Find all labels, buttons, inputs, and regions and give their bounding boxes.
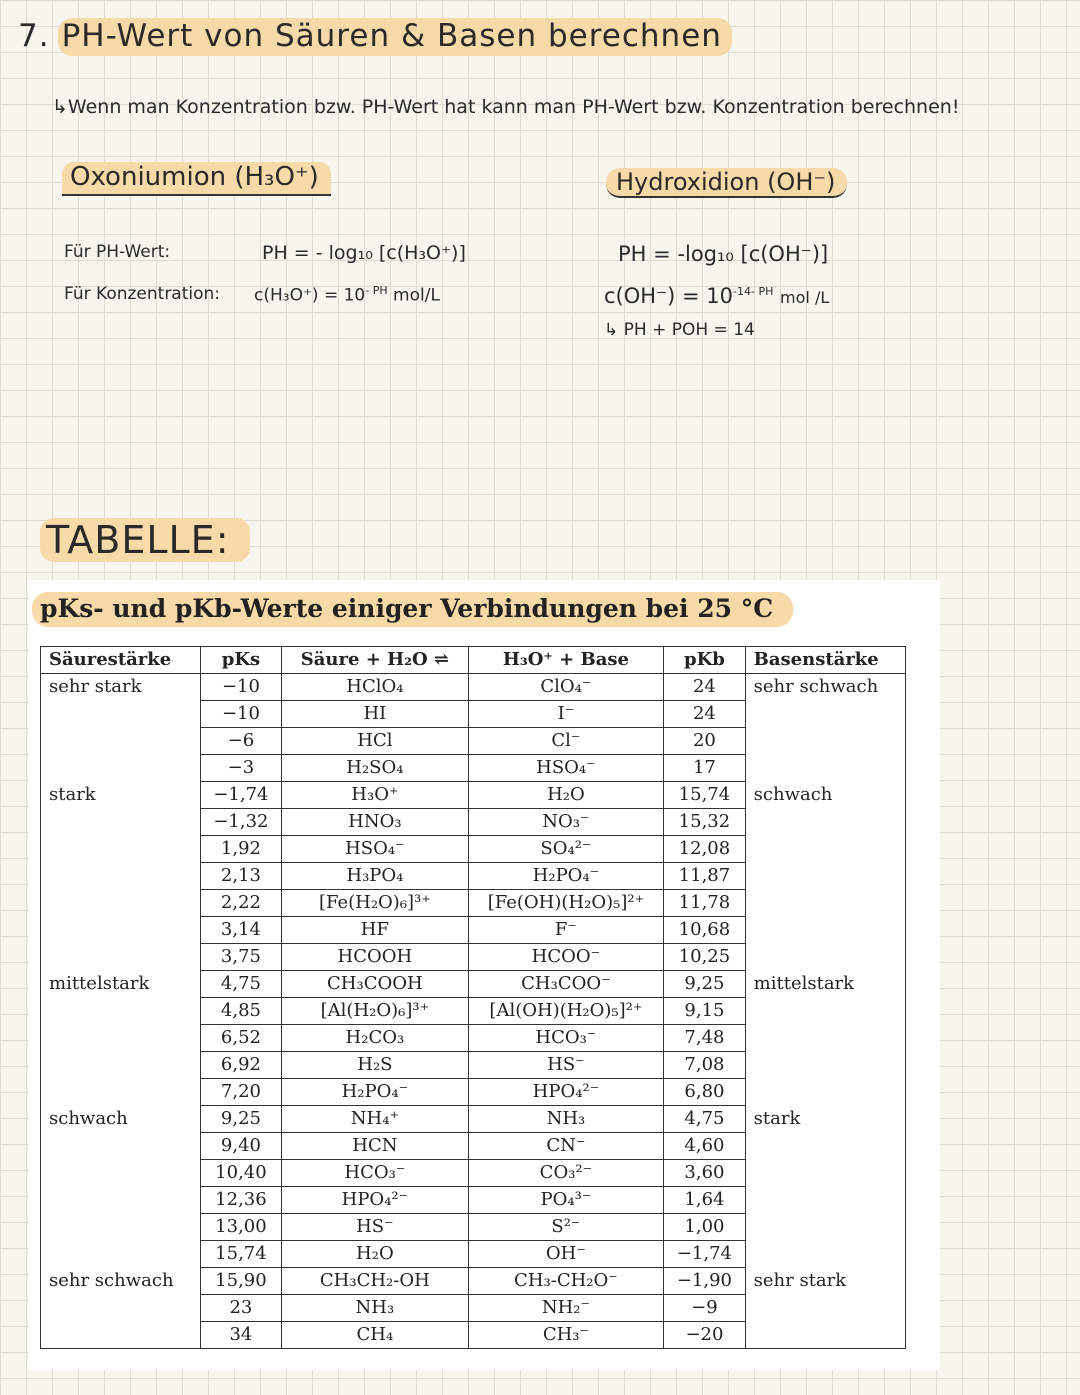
cell-basenstaerke: sehr schwach	[745, 674, 905, 701]
cell-saeurestaerke	[41, 809, 201, 836]
cell-basenstaerke	[745, 998, 905, 1025]
table-row	[41, 998, 906, 1025]
cell-pkb: 15,32	[664, 809, 745, 836]
cell-pks: 3,75	[200, 944, 281, 971]
cell-saeure: H₃PO₄	[282, 863, 468, 890]
table-row	[41, 701, 906, 728]
cell-saeure: HPO₄²⁻	[282, 1187, 468, 1214]
cell-pkb: 15,74	[664, 782, 745, 809]
cell-saeurestaerke	[41, 836, 201, 863]
cell-pkb: 11,78	[664, 890, 745, 917]
table-row	[41, 1079, 906, 1106]
cell-saeure: CH₃COOH	[282, 971, 468, 998]
cell-base: CH₃-CH₂O⁻	[468, 1268, 664, 1295]
cell-base: [Fe(OH)(H₂O)₅]²⁺	[468, 890, 664, 917]
cell-pkb: 12,08	[664, 836, 745, 863]
konz-formula-unit: mol/L	[393, 285, 440, 306]
cell-basenstaerke: schwach	[745, 782, 905, 809]
table-row	[41, 917, 906, 944]
table-row	[41, 1187, 906, 1214]
cell-saeurestaerke: sehr schwach	[41, 1268, 201, 1295]
cell-basenstaerke	[745, 701, 905, 728]
table-row	[41, 1295, 906, 1322]
cell-pkb: 20	[664, 728, 745, 755]
cell-saeurestaerke	[41, 1079, 201, 1106]
cell-basenstaerke	[745, 1079, 905, 1106]
cell-base: HCO₃⁻	[468, 1025, 664, 1052]
cell-saeurestaerke	[41, 1187, 201, 1214]
pks-pkb-table	[40, 646, 906, 1349]
header-saeure: Säure + H₂O ⇌	[282, 647, 468, 674]
cell-saeurestaerke	[41, 1160, 201, 1187]
cell-base: HCOO⁻	[468, 944, 664, 971]
cell-saeure: CH₃CH₂-OH	[282, 1268, 468, 1295]
cell-saeurestaerke	[41, 701, 201, 728]
cell-pkb: 7,48	[664, 1025, 745, 1052]
cell-saeurestaerke: sehr stark	[41, 674, 201, 701]
cell-saeurestaerke	[41, 1295, 201, 1322]
table-row	[41, 1214, 906, 1241]
cell-pks: 15,74	[200, 1241, 281, 1268]
cell-base: NO₃⁻	[468, 809, 664, 836]
cell-saeurestaerke	[41, 1052, 201, 1079]
cell-pkb: 24	[664, 701, 745, 728]
konz-label: Für Konzentration:	[64, 284, 221, 304]
cell-saeure: H₂SO₄	[282, 755, 468, 782]
cell-base: HS⁻	[468, 1052, 664, 1079]
cell-saeurestaerke	[41, 1214, 201, 1241]
cell-base: S²⁻	[468, 1214, 664, 1241]
cell-pkb: −1,74	[664, 1241, 745, 1268]
header-basenstaerke: Basenstärke	[745, 647, 905, 674]
cell-pks: −1,32	[200, 809, 281, 836]
cell-base: Cl⁻	[468, 728, 664, 755]
table-row	[41, 863, 906, 890]
table-row	[41, 1025, 906, 1052]
cell-basenstaerke	[745, 917, 905, 944]
table-body	[41, 674, 906, 1349]
cell-saeure: HClO₄	[282, 674, 468, 701]
cell-pkb: 4,75	[664, 1106, 745, 1133]
cell-pkb: 17	[664, 755, 745, 782]
cell-pks: 4,75	[200, 971, 281, 998]
oh-formula	[604, 284, 829, 308]
cell-base: NH₂⁻	[468, 1295, 664, 1322]
cell-base: [Al(OH)(H₂O)₅]²⁺	[468, 998, 664, 1025]
cell-pks: 12,36	[200, 1187, 281, 1214]
cell-saeurestaerke	[41, 917, 201, 944]
cell-saeure: NH₄⁺	[282, 1106, 468, 1133]
cell-base: H₂PO₄⁻	[468, 863, 664, 890]
cell-base: CH₃⁻	[468, 1322, 664, 1349]
cell-pkb: 10,25	[664, 944, 745, 971]
cell-pks: −6	[200, 728, 281, 755]
cell-basenstaerke: mittelstark	[745, 971, 905, 998]
cell-pks: 7,20	[200, 1079, 281, 1106]
tabelle-heading: TABELLE:	[40, 518, 250, 562]
cell-saeure: H₃O⁺	[282, 782, 468, 809]
cell-pkb: 24	[664, 674, 745, 701]
cell-saeure: CH₄	[282, 1322, 468, 1349]
cell-saeure: HS⁻	[282, 1214, 468, 1241]
cell-base: PO₄³⁻	[468, 1187, 664, 1214]
table-row	[41, 1160, 906, 1187]
cell-saeurestaerke	[41, 728, 201, 755]
table-row	[41, 971, 906, 998]
cell-saeurestaerke: mittelstark	[41, 971, 201, 998]
cell-base: F⁻	[468, 917, 664, 944]
cell-base: CO₃²⁻	[468, 1160, 664, 1187]
cell-pks: 1,92	[200, 836, 281, 863]
cell-saeure: HI	[282, 701, 468, 728]
cell-pkb: −1,90	[664, 1268, 745, 1295]
cell-saeurestaerke	[41, 890, 201, 917]
cell-saeurestaerke	[41, 1322, 201, 1349]
ph-label: Für PH-Wert:	[64, 242, 171, 262]
table-row	[41, 836, 906, 863]
cell-saeure: HF	[282, 917, 468, 944]
cell-saeurestaerke	[41, 755, 201, 782]
cell-pkb: 11,87	[664, 863, 745, 890]
cell-base: HPO₄²⁻	[468, 1079, 664, 1106]
cell-saeure: HCN	[282, 1133, 468, 1160]
table-row	[41, 755, 906, 782]
hydroxid-heading: Hydroxidion (OH⁻)	[606, 168, 847, 198]
cell-pks: −1,74	[200, 782, 281, 809]
table-row	[41, 944, 906, 971]
cell-base: ClO₄⁻	[468, 674, 664, 701]
cell-base: I⁻	[468, 701, 664, 728]
cell-saeure: H₂CO₃	[282, 1025, 468, 1052]
page-title	[18, 18, 732, 54]
cell-pks: 6,52	[200, 1025, 281, 1052]
cell-saeure: HSO₄⁻	[282, 836, 468, 863]
cell-pkb: 1,00	[664, 1214, 745, 1241]
cell-basenstaerke	[745, 1295, 905, 1322]
cell-base: H₂O	[468, 782, 664, 809]
cell-basenstaerke	[745, 944, 905, 971]
cell-basenstaerke	[745, 1160, 905, 1187]
ph-formula: PH = - log₁₀ [c(H₃O⁺)]	[262, 242, 466, 264]
cell-basenstaerke	[745, 1052, 905, 1079]
cell-saeure: HCO₃⁻	[282, 1160, 468, 1187]
cell-saeurestaerke: schwach	[41, 1106, 201, 1133]
cell-base: CH₃COO⁻	[468, 971, 664, 998]
cell-pks: 10,40	[200, 1160, 281, 1187]
cell-pks: 2,22	[200, 890, 281, 917]
cell-basenstaerke	[745, 1214, 905, 1241]
table-row	[41, 728, 906, 755]
konz-formula-base: c(H₃O⁺) = 10	[254, 285, 366, 306]
cell-saeurestaerke: stark	[41, 782, 201, 809]
cell-base: HSO₄⁻	[468, 755, 664, 782]
cell-pks: −3	[200, 755, 281, 782]
cell-pkb: 1,64	[664, 1187, 745, 1214]
cell-saeurestaerke	[41, 1241, 201, 1268]
cell-pks: 6,92	[200, 1052, 281, 1079]
cell-basenstaerke: stark	[745, 1106, 905, 1133]
cell-saeure: HCl	[282, 728, 468, 755]
table-row	[41, 1133, 906, 1160]
oh-formula-exponent: -14- PH	[733, 285, 774, 298]
cell-basenstaerke	[745, 836, 905, 863]
cell-pkb: −9	[664, 1295, 745, 1322]
cell-base: CN⁻	[468, 1133, 664, 1160]
cell-pks: 9,25	[200, 1106, 281, 1133]
header-pkb: pKb	[664, 647, 745, 674]
oh-formula-base: c(OH⁻) = 10	[604, 284, 734, 308]
table-row	[41, 674, 906, 701]
cell-pks: 4,85	[200, 998, 281, 1025]
cell-basenstaerke	[745, 755, 905, 782]
table-row	[41, 809, 906, 836]
cell-pks: −10	[200, 674, 281, 701]
cell-saeure: H₂PO₄⁻	[282, 1079, 468, 1106]
cell-pks: 2,13	[200, 863, 281, 890]
cell-basenstaerke	[745, 863, 905, 890]
oh-formula-unit: mol /L	[780, 288, 830, 307]
cell-saeure: H₂S	[282, 1052, 468, 1079]
title-text: PH-Wert von Säuren & Basen berechnen	[58, 18, 732, 56]
cell-basenstaerke	[745, 1241, 905, 1268]
sum-formula: ↳ PH + POH = 14	[604, 320, 755, 340]
cell-basenstaerke	[745, 1133, 905, 1160]
cell-pkb: 3,60	[664, 1160, 745, 1187]
cell-saeure: HCOOH	[282, 944, 468, 971]
header-pks: pKs	[200, 647, 281, 674]
table-row	[41, 1106, 906, 1133]
cell-saeurestaerke	[41, 863, 201, 890]
poh-formula: PH = -log₁₀ [c(OH⁻)]	[618, 242, 829, 266]
intro-note: ↳Wenn man Konzentration bzw. PH-Wert hat kann man PH-Wert bzw. Konzentration berechnen!	[52, 96, 960, 118]
cell-pks: 13,00	[200, 1214, 281, 1241]
cell-pkb: 4,60	[664, 1133, 745, 1160]
cell-basenstaerke: sehr stark	[745, 1268, 905, 1295]
table-title: pKs- und pKb-Werte einiger Verbindungen bei 25 °C	[32, 592, 793, 627]
cell-base: OH⁻	[468, 1241, 664, 1268]
cell-saeure: HNO₃	[282, 809, 468, 836]
cell-pkb: −20	[664, 1322, 745, 1349]
cell-pks: 23	[200, 1295, 281, 1322]
cell-pks: 9,40	[200, 1133, 281, 1160]
table-row	[41, 890, 906, 917]
cell-basenstaerke	[745, 1025, 905, 1052]
konz-formula	[254, 284, 440, 306]
cell-saeurestaerke	[41, 944, 201, 971]
table-row	[41, 1241, 906, 1268]
cell-basenstaerke	[745, 1322, 905, 1349]
cell-pks: 34	[200, 1322, 281, 1349]
cell-base: SO₄²⁻	[468, 836, 664, 863]
table-row	[41, 782, 906, 809]
cell-basenstaerke	[745, 890, 905, 917]
cell-basenstaerke	[745, 809, 905, 836]
header-base: H₃O⁺ + Base	[468, 647, 664, 674]
konz-formula-exponent: - PH	[365, 284, 388, 297]
cell-base: NH₃	[468, 1106, 664, 1133]
table-header-row	[41, 647, 906, 674]
cell-basenstaerke	[745, 1187, 905, 1214]
cell-saeure: NH₃	[282, 1295, 468, 1322]
header-saeurestaerke: Säurestärke	[41, 647, 201, 674]
cell-saeure: [Fe(H₂O)₆]³⁺	[282, 890, 468, 917]
title-number: 7.	[18, 18, 50, 54]
cell-pkb: 9,25	[664, 971, 745, 998]
cell-saeure: H₂O	[282, 1241, 468, 1268]
oxonium-heading: Oxoniumion (H₃O⁺)	[62, 162, 331, 196]
table-row	[41, 1322, 906, 1349]
cell-pks: 3,14	[200, 917, 281, 944]
cell-pkb: 7,08	[664, 1052, 745, 1079]
cell-saeurestaerke	[41, 1025, 201, 1052]
cell-basenstaerke	[745, 728, 905, 755]
cell-pks: 15,90	[200, 1268, 281, 1295]
cell-pkb: 6,80	[664, 1079, 745, 1106]
cell-saeurestaerke	[41, 1133, 201, 1160]
table-row	[41, 1052, 906, 1079]
cell-saeurestaerke	[41, 998, 201, 1025]
table-row	[41, 1268, 906, 1295]
cell-pkb: 9,15	[664, 998, 745, 1025]
cell-pkb: 10,68	[664, 917, 745, 944]
cell-saeure: [Al(H₂O)₆]³⁺	[282, 998, 468, 1025]
cell-pks: −10	[200, 701, 281, 728]
